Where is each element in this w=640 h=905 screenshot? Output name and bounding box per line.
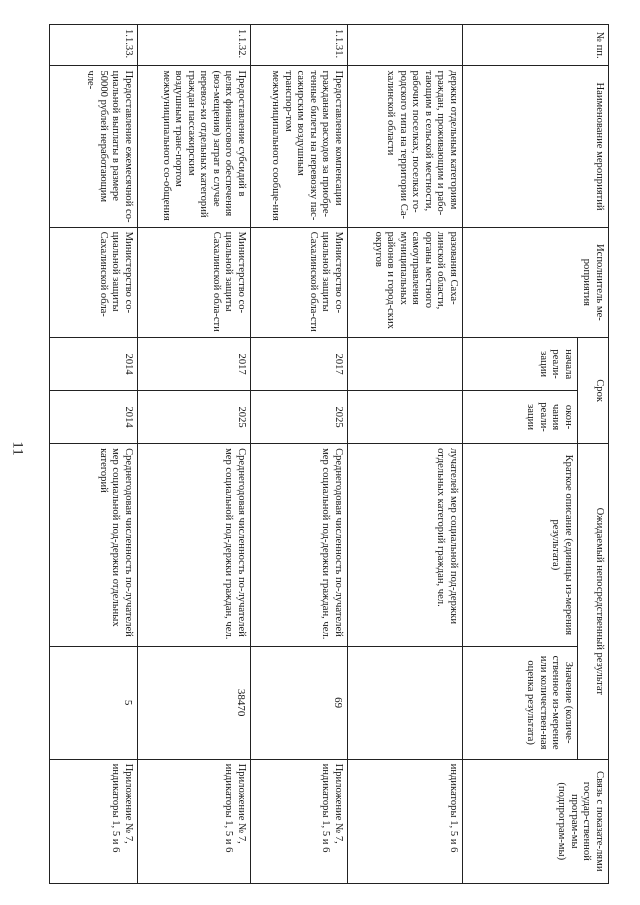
table-row bbox=[251, 25, 348, 884]
cell-value: 38470 bbox=[138, 646, 251, 759]
cell-no bbox=[348, 25, 463, 66]
header-term-start: начала реали-зации bbox=[463, 338, 578, 391]
cell-end: 2025 bbox=[251, 391, 348, 444]
cell-link: индикаторы 1, 5 и 6 bbox=[348, 759, 463, 883]
cell-name: Предоставление ежемесячной со-циальной выплаты в размере 50000 рублей неработающим чле- bbox=[50, 66, 138, 227]
cell-start: 2017 bbox=[251, 338, 348, 391]
measures-table bbox=[49, 24, 609, 884]
cell-name: держки отдельным категориям граждан, проживающим и рабо-тающим в сельской местности, рабочих поселках, поселках го-родского типа на территории Са-халинской области bbox=[348, 66, 463, 227]
cell-start: 2014 bbox=[50, 338, 138, 391]
table-row bbox=[348, 25, 463, 884]
cell-executor: Министерство со-циальной защиты Сахалинской обла- bbox=[50, 227, 138, 338]
cell-no: 1.1.32. bbox=[138, 25, 251, 66]
header-result-desc: Краткое описание (единицы из-мерения результата) bbox=[463, 444, 578, 647]
cell-desc: Среднегодовая численность по-лучателей мер социальной под-держки отдельных категорий bbox=[50, 444, 138, 647]
cell-start bbox=[348, 338, 463, 391]
header-result: Ожидаемый непосредственный результат bbox=[578, 444, 609, 760]
cell-end: 2014 bbox=[50, 391, 138, 444]
cell-end bbox=[348, 391, 463, 444]
table-row bbox=[138, 25, 251, 884]
cell-link: Приложение № 7, индикаторы 1, 5 и 6 bbox=[50, 759, 138, 883]
cell-desc: лучателей мер социальной под-держки отдельных категорий граждан, чел. bbox=[348, 444, 463, 647]
cell-desc: Среднегодовая численность по-лучателей мер социальной под-держки граждан, чел. bbox=[251, 444, 348, 647]
header-row bbox=[578, 25, 609, 884]
header-term: Срок bbox=[578, 338, 609, 444]
header-name: Наименование мероприятий bbox=[463, 66, 609, 227]
header-no: № пп. bbox=[463, 25, 609, 66]
cell-name: Предоставление компенсации гражданам расходов за приобре-тенные билеты на перевозку пас-сажирским воздушным транспор-том межмуниципального сообще-ния bbox=[251, 66, 348, 227]
header-result-value: Значение (количе-ственное из-мерение или количествен-ная оценка результата) bbox=[463, 646, 578, 759]
cell-value: 69 bbox=[251, 646, 348, 759]
cell-desc: Среднегодовая численность по-лучателей мер социальной под-держки граждан, чел. bbox=[138, 444, 251, 647]
header-link: Связь с показате-лями государ-ственной програм-мы (подпрограм-мы) bbox=[463, 759, 609, 883]
cell-link: Приложение № 7, индикаторы 1, 5 и 6 bbox=[138, 759, 251, 883]
cell-value bbox=[348, 646, 463, 759]
rotated-table-sheet bbox=[49, 24, 609, 884]
cell-no: 1.1.33. bbox=[50, 25, 138, 66]
table-row bbox=[50, 25, 138, 884]
cell-link: Приложение № 7, индикаторы 1, 5 и 6 bbox=[251, 759, 348, 883]
cell-end: 2025 bbox=[138, 391, 251, 444]
page-number: 11 bbox=[9, 441, 26, 456]
header-executor: Исполнитель ме-роприятия bbox=[463, 227, 609, 338]
cell-start: 2017 bbox=[138, 338, 251, 391]
cell-no: 1.1.31. bbox=[251, 25, 348, 66]
cell-executor: разования Саха-линской области, органы местного самоуправления муниципальных районов и город-ских округов bbox=[348, 227, 463, 338]
cell-executor: Министерство со-циальной защиты Сахалинской обла-сти bbox=[138, 227, 251, 338]
cell-executor: Министерство со-циальной защиты Сахалинской обла-сти bbox=[251, 227, 348, 338]
cell-name: Предоставление субсидий в целях финансового обеспечения (воз-мещения) затрат в случае перевоз-ки отдельных категорий граждан пассажирским воздушным транс-портом межмуниципального со-общения bbox=[138, 66, 251, 227]
header-term-end: окон-чания реали-зации bbox=[463, 391, 578, 444]
cell-value: 5 bbox=[50, 646, 138, 759]
